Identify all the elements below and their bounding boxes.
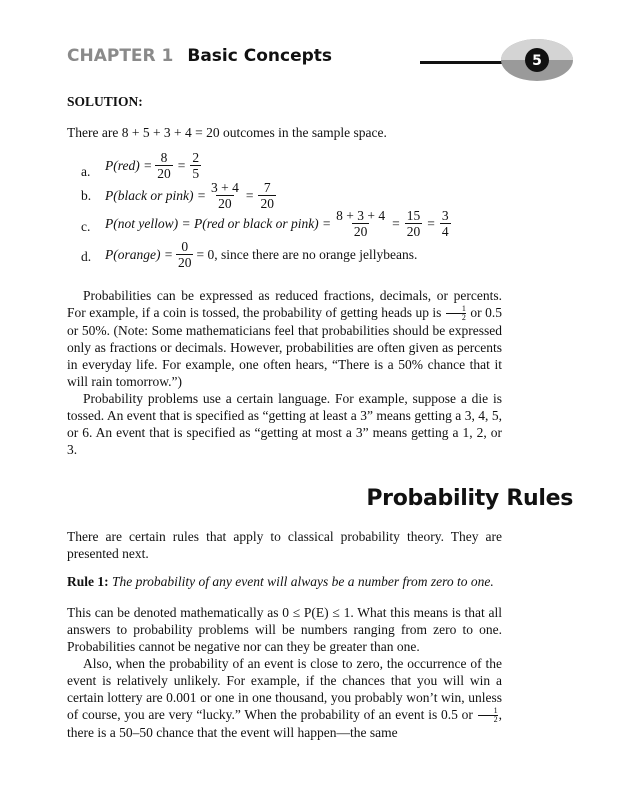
fraction: $\frac{2}{5}$ [192,150,200,181]
page-number-badge [500,38,574,82]
intro-line: There are 8 + 5 + 3 + 4 = 20 outcomes in the sample space. [67,125,387,140]
body-paragraphs-1 [67,287,502,458]
rule-text: The probability of any event will always be a number from zero to one. [112,574,494,589]
item-label: d. [81,249,92,264]
section-title: Probability Rules [366,486,573,511]
chapter-header [67,46,332,66]
body-paragraph-3 [67,528,502,562]
rule-1 [67,574,494,590]
paragraph: Probabilities can be expressed as reduced fractions, decimals, or percents. For example, if a coin is tossed, the probability of getting heads up is $\frac{1}{2}$ or 0.5 or 50%. (Note: Some mathematicians feel that probabilities should be expressed only as fractions or decimals. However, probabilities are often given as percents in everyday life. For example, one often hears, “There is a 50% chance that it will rain tomorrow.”) [67,288,503,390]
fraction: $\frac{0}{20}$ [177,239,192,270]
half-fraction: $\frac{1}{2}$ [446,305,466,322]
paragraph: This can be denoted mathematically as 0 ≤ P(E) ≤ 1. What this means is that all answers to probability problems will be numbers ranging from zero to one. Probabilities cannot be negative nor can they be greater than one. [67,605,502,654]
fraction: $\frac{15}{20}$ [406,208,421,239]
half-fraction: $\frac{1}{2}$ [478,707,498,724]
body-paragraphs-2 [67,604,502,741]
item-lhs: P(not yellow) = P(red or black or pink) = [105,215,332,231]
item-label: b. [81,188,92,203]
fraction: $\frac{8 + 3 + 4}{20}$ [336,208,386,239]
chapter-title: Basic Concepts [187,46,333,66]
fraction: $\frac{3}{4}$ [441,208,449,239]
fraction: $\frac{3 + 4}{20}$ [210,180,239,211]
item-lhs: P(black or pink) = [105,187,206,203]
paragraph: Probability problems use a certain language. For example, suppose a die is tossed. An event that is specified as “getting at least a 3” means getting a 3, 4, 5, or 6. An event that is specified as “getting at most a 3” means getting a 1, 2, or 3. [67,391,502,458]
item-rest: = 0, since there are no orange jellybeans. [196,246,418,262]
chapter-label: CHAPTER 1 [67,46,174,66]
paragraph: Also, when the probability of an event is close to zero, the occurrence of the event is relatively unlikely. For example, if the chances that you will win a certain lottery are 0.001 or one in one thousand, you probably won’t win, unless of course, you are very “lucky.” When the probability of an event is 0.5 or $\frac{1}{2}$ , there is a 50–50 chance that the event will happen—the same [67,656,503,741]
paragraph: There are certain rules that apply to classical probability theory. They are presented next. [67,529,502,561]
item-label: c. [81,219,91,234]
fraction: $\frac{7}{20}$ [260,180,274,211]
book-page: CHAPTER 1 Basic Concepts 5 SOLUTION: There are 8 + 5 + 3 + 4 = 20 outcomes in the sample space. a. P(red) = $\frac{8}{20}$ = $\frac{2}{5}$ b. P(black or pink) = $\frac{3 + 4}{20}$ = $\frac{7}{20}$ c. P(not yellow) = P(red or black or pink) = $\frac{8 + 3 + 4}{20}$ = $\frac{15}{20}$ = $\frac{3}{4}$ d. P(orange) = $\frac{0}{20}$ = 0, since there are no orange jellybeans. Probabilities can be expressed as reduced fractions, decimals, or percents. For example, if a coin is tossed, the probability of getting heads up is $\frac{1}{2}$ or 0.5 or 50%. (Note: Some mathematicians feel that probabilities should be expressed only as fractions or decimals. However, probabilities are often given as percents in everyday life. For example, one often hears, “There is a 50% chance that it will rain tomorrow.”) Probability problems use a certain language. For example, suppose a die is tossed. An event that is specified as “getting at least a 3” means getting a 3, 4, 5, or 6. An event that is specified as “getting at most a 3” means getting a 1, 2, or 3. Probability Rules There are certain rules that apply to classical probability theory. They are presented next. Rule 1: The probability of any event will always be a number from zero to one. This can be denoted mathematically as 0 ≤ P(E) ≤ 1. What this means is that all answers to probability problems will be numbers ranging from zero to one. Probabilities cannot be negative nor can they be greater than one. Also, when the probability of an event is close to zero, the occurrence of the event is relatively unlikely. For example, if the chances that you will win a certain lottery are 0.001 or one in one thousand, you probably won’t win, unless of course, you are very “lucky.” When the probability of an event is 0.5 or $\frac{1}{2}$ , there is a 50–50 chance that the event will happen—the same [0,0,635,800]
solution-heading: SOLUTION: [67,94,143,109]
page-number: 5 [532,53,542,69]
item-lhs: P(orange) = [105,246,173,262]
item-label: a. [81,164,91,179]
item-lhs: P(red) = [105,157,153,173]
rule-label: Rule 1: [67,574,109,589]
fraction: $\frac{8}{20}$ [157,150,171,181]
